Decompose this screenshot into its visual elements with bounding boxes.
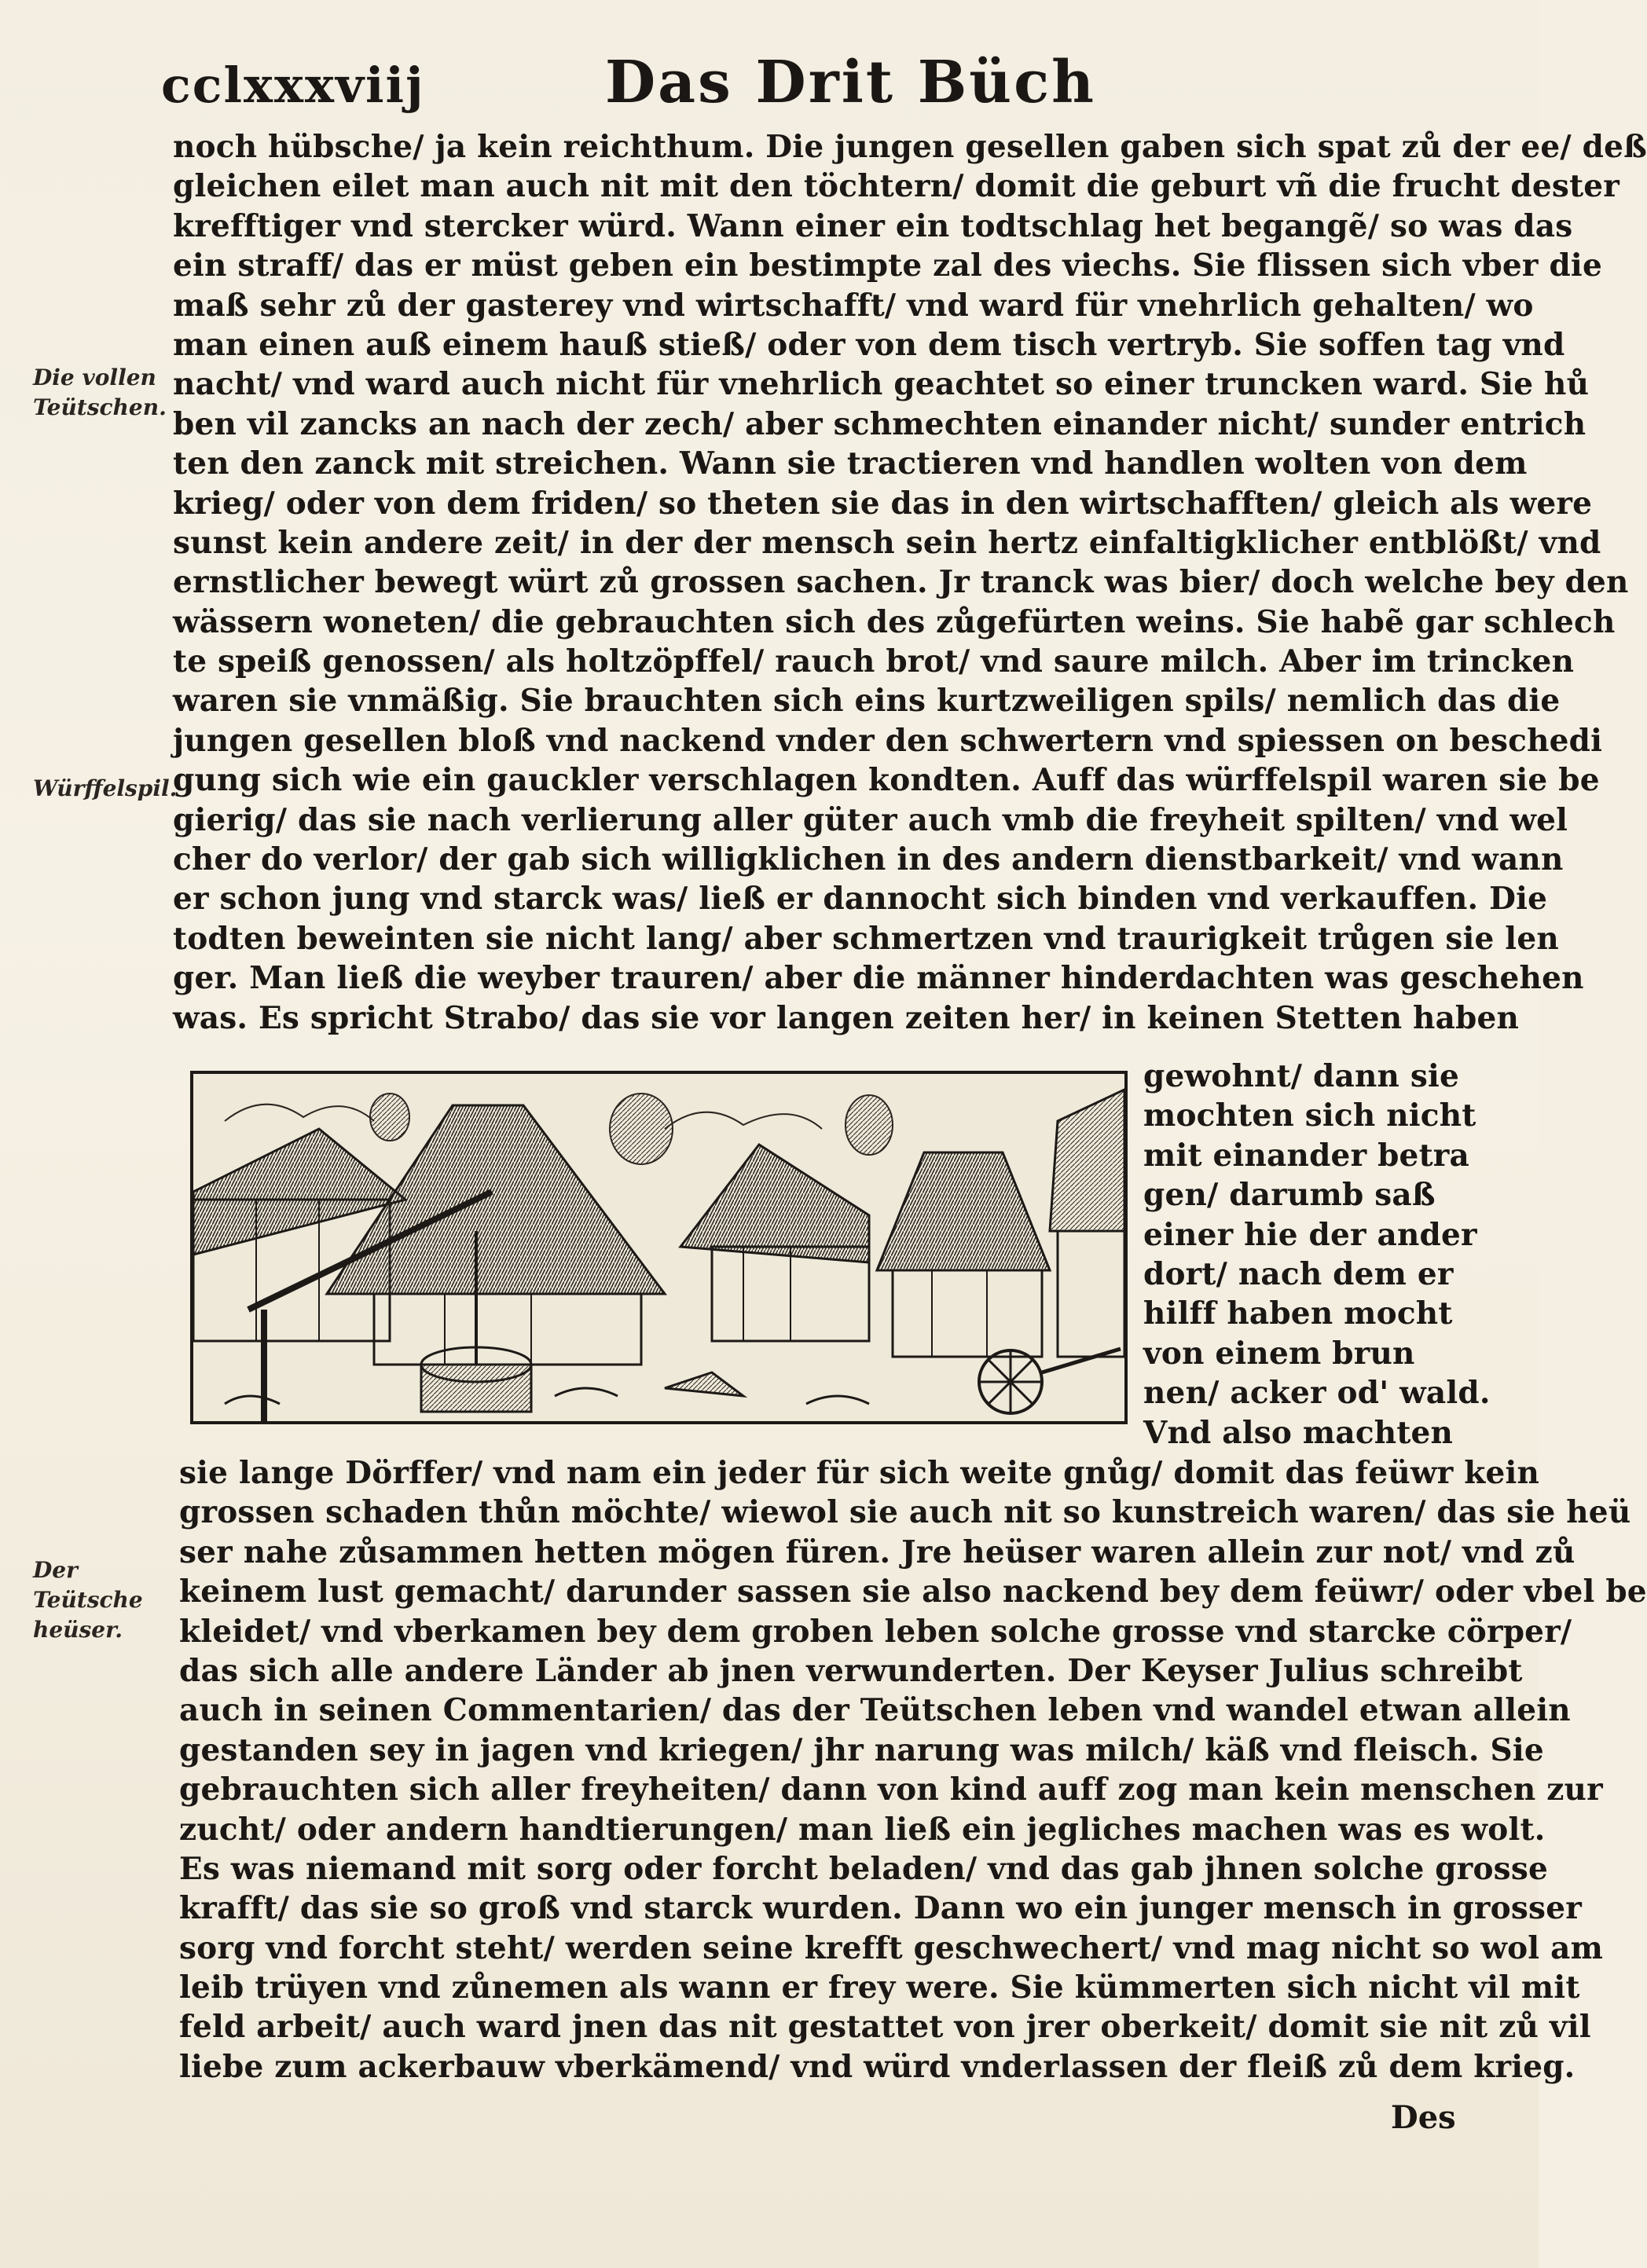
text-line: einer hie der ander: [1143, 1216, 1477, 1253]
text-line: von einem brun: [1143, 1335, 1415, 1372]
text-line: dort/ nach dem er: [1143, 1255, 1454, 1292]
text-line: Vnd also machten: [1143, 1414, 1454, 1451]
text-line: gewohnt/ dann sie: [1143, 1058, 1460, 1094]
woodcut-drawing: [193, 1074, 1124, 1421]
text-line: gestanden sey in jagen vnd kriegen/ jhr narung was milch/ käß vnd fleisch. Sie: [179, 1731, 1544, 1768]
text-line: gen/ darumb saß: [1143, 1177, 1436, 1214]
running-title: Das Drit Büch: [605, 49, 1096, 116]
text-line: ben vil zancks an nach der zech/ aber schmechten einander nicht/ sunder entrich: [173, 405, 1586, 442]
text-line: das sich alle andere Länder ab jnen verwunderten. Der Keyser Julius schreibt: [179, 1652, 1523, 1689]
margin-note-wurffelspil: Würffelspil.: [33, 775, 178, 801]
village-woodcut-illustration: [190, 1071, 1128, 1424]
margin-note-vollen-teutschen: Die vollen Teütschen.: [33, 365, 167, 420]
text-line: mochten sich nicht: [1143, 1097, 1476, 1134]
text-line: sorg vnd forcht steht/ werden seine krefft geschwechert/ vnd mag nicht so wol am: [179, 1929, 1604, 1966]
text-line: krieg/ oder von dem friden/ so theten sie das in den wirtschafften/ gleich als were: [173, 485, 1593, 522]
text-line: nen/ acker od' wald.: [1143, 1375, 1491, 1412]
side-text-column: [1143, 1057, 1491, 1453]
text-line: man einen auß einem hauß stieß/ oder von dem tisch vertryb. Sie soffen tag vnd: [173, 326, 1565, 363]
text-line: maß sehr zů der gasterey vnd wirtschafft/ vnd ward für vnehrlich gehalten/ wo: [173, 287, 1534, 324]
text-line: er schon jung vnd starck was/ ließ er dannocht sich binden vnd verkauffen. Die: [173, 881, 1548, 918]
text-line: keinem lust gemacht/ darunder sassen sie also nackend bey dem feüwr/ oder vbel be: [179, 1574, 1647, 1610]
text-line: gung sich wie ein gauckler verschlagen kondten. Auff das würffelspil waren sie be: [173, 762, 1600, 799]
text-line: zucht/ oder andern handtierungen/ man ließ ein jegliches machen was es wolt.: [179, 1811, 1546, 1848]
text-line: krefftiger vnd stercker würd. Wann einer ein todtschlag het begangẽ/ so was das: [173, 207, 1573, 244]
main-text-block: [173, 127, 1647, 1038]
text-line: feld arbeit/ auch ward jnen das nit gestattet von jrer oberkeit/ domit sie nit zů vil: [179, 2009, 1591, 2046]
text-line: gierig/ das sie nach verlierung aller güter auch vmb die freyheit spilten/ vnd wel: [173, 801, 1568, 838]
text-line: liebe zum ackerbauw vberkämend/ vnd würd vnderlassen der fleiß zů dem krieg.: [179, 2048, 1575, 2085]
margin-note-teutsche-heuser: Der Teütsche heüser.: [33, 1557, 143, 1643]
text-line: te speiß genossen/ als holtzöpffel/ rauch brot/ vnd saure milch. Aber im trincken: [173, 643, 1575, 680]
text-line: leib trüyen vnd zůnemen als wann er frey were. Sie kümmerten sich nicht vil mit: [179, 1969, 1580, 2006]
text-line: noch hübsche/ ja kein reichthum. Die jungen gesellen gaben sich spat zů der ee/ deß: [173, 129, 1647, 165]
text-line: mit einander betra: [1143, 1137, 1470, 1174]
text-line: sie lange Dörffer/ vnd nam ein jeder für sich weite gnůg/ domit das feüwr kein: [179, 1455, 1540, 1491]
text-line: auch in seinen Commentarien/ das der Teütschen leben vnd wandel etwan allein: [179, 1692, 1571, 1729]
text-line: waren sie vnmäßig. Sie brauchten sich eins kurtzweiligen spils/ nemlich das die: [173, 683, 1561, 720]
lower-text-block: [179, 1453, 1647, 2087]
text-line: krafft/ das sie so groß vnd starck wurden. Dann wo ein junger mensch in grosser: [179, 1890, 1582, 1927]
text-line: sunst kein andere zeit/ in der der mensch sein hertz einfaltigklicher entblößt/ vnd: [173, 524, 1601, 561]
text-line: wässern woneten/ die gebrauchten sich des zůgefürten weins. Sie habẽ gar schlech: [173, 603, 1616, 640]
catchword: Des: [1391, 2099, 1456, 2136]
text-line: was. Es spricht Strabo/ das sie vor langen zeiten her/ in keinen Stetten haben: [173, 999, 1520, 1036]
text-line: ernstlicher bewegt würt zů grossen sachen. Jr tranck was bier/ doch welche bey den: [173, 564, 1629, 601]
text-line: cher do verlor/ der gab sich willigklichen in des andern dienstbarkeit/ vnd wann: [173, 841, 1564, 878]
text-line: kleidet/ vnd vberkamen bey dem groben leben solche grosse vnd starcke cörper/: [179, 1613, 1572, 1650]
text-line: hilff haben mocht: [1143, 1295, 1453, 1332]
text-line: ser nahe zůsammen hetten mögen füren. Jre heüser waren allein zur not/ vnd zů: [179, 1533, 1575, 1570]
text-line: ger. Man ließ die weyber trauren/ aber die männer hinderdachten was geschehen: [173, 960, 1584, 997]
text-line: grossen schaden thůn möchte/ wiewol sie auch nit so kunstreich waren/ das sie heü: [179, 1494, 1631, 1531]
text-line: jungen gesellen bloß vnd nackend vnder den schwertern vnd spiessen on beschedi: [173, 722, 1603, 759]
text-line: todten beweinten sie nicht lang/ aber schmertzen vnd traurigkeit trůgen sie len: [173, 920, 1559, 957]
text-line: ein straff/ das er müst geben ein bestimpte zal des viechs. Sie flissen sich vber die: [173, 247, 1602, 284]
text-line: nacht/ vnd ward auch nicht für vnehrlich geachtet so einer truncken ward. Sie hů: [173, 366, 1590, 403]
text-line: Es was niemand mit sorg oder forcht beladen/ vnd das gab jhnen solche grosse: [179, 1850, 1548, 1887]
folio-number: cclxxxviij: [161, 57, 425, 114]
text-line: ten den zanck mit streichen. Wann sie tractieren vnd handlen wolten von dem: [173, 445, 1528, 482]
text-line: gleichen eilet man auch nit mit den töchtern/ domit die geburt vñ die frucht dester: [173, 168, 1620, 205]
text-line: gebrauchten sich aller freyheiten/ dann von kind auff zog man kein menschen zur: [179, 1772, 1603, 1808]
